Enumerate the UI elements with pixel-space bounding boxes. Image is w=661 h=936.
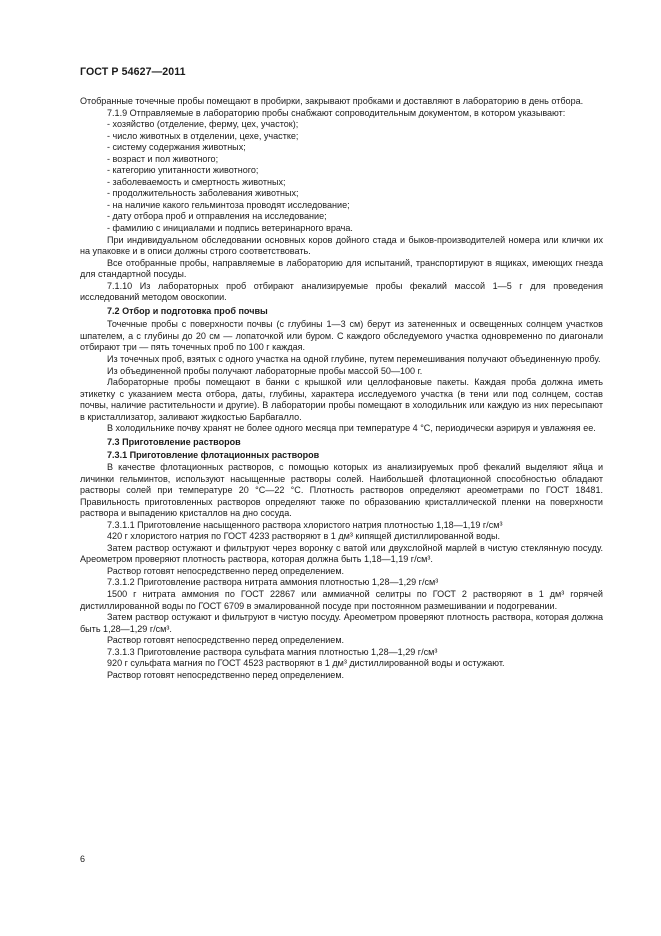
list-item: - дату отбора проб и отправления на исследование; <box>107 211 327 222</box>
paragraph: Точечные пробы с поверхности почвы (с глубины 1—3 см) берут из затененных и освещенных солнцем участков шпателем, а с глубины до 20 см — лопаточкой или буром. С каждого обследуемого участка одновременно по диагонали отбирают три — пять точечных проб по 100 г каждая. <box>80 319 603 353</box>
section-heading-7-3: 7.3 Приготовление растворов <box>107 436 241 447</box>
document-body <box>80 96 603 681</box>
paragraph: 420 г хлористого натрия по ГОСТ 4233 растворяют в 1 дм³ кипящей дистиллированной воды. <box>107 531 500 542</box>
paragraph: Раствор готовят непосредственно перед определением. <box>107 635 345 646</box>
paragraph: Затем раствор остужают и фильтруют в чистую посуду. Ареометром проверяют плотность раствора, которая должна быть 1,28—1,29 г/см³. <box>80 612 603 634</box>
paragraph: При индивидуальном обследовании основных коров дойного стада и быков-производителей номера или клички их на упаковке и в описи должны строго соответствовать. <box>80 234 603 257</box>
paragraph: Из объединенной пробы получают лабораторные пробы массой 50—100 г. <box>107 365 423 376</box>
list-item: - число животных в отделении, цехе, участке; <box>107 130 299 141</box>
paragraph: Лабораторные пробы помещают в банки с крышкой или целлофановые пакеты. Каждая проба должна иметь этикетку с указанием места отбора, даты, глубины, характера исследуемого участка (в тени или под солнцем, состав почвы, наличие растительности и другие). В лаборатории пробы помещают в холодильник или каждую из них пересыпают в кристаллизатор, заливают жидкостью Барбагалло. <box>80 377 603 422</box>
list-item: - категорию упитанности животного; <box>107 165 259 176</box>
paragraph: Раствор готовят непосредственно перед определением. <box>107 669 345 680</box>
paragraph: Из точечных проб, взятых с одного участка на одной глубине, путем перемешивания получают объединенную пробу. <box>107 354 601 365</box>
paragraph: 920 г сульфата магния по ГОСТ 4523 растворяют в 1 дм³ дистиллированной воды и остужают. <box>107 658 505 669</box>
paragraph: В холодильнике почву хранят не более одного месяца при температуре 4 °С, периодически аэрируя и увлажняя ее. <box>107 423 596 434</box>
paragraph: Отобранные точечные пробы помещают в пробирки, закрывают пробками и доставляют в лабораторию в день отбора. <box>80 96 584 106</box>
list-item: - заболеваемость и смертность животных; <box>107 176 286 187</box>
list-item: - возраст и пол животного; <box>107 153 219 164</box>
paragraph: Раствор готовят непосредственно перед определением. <box>107 565 345 576</box>
clause-7-1-9: 7.1.9 Отправляемые в лабораторию пробы снабжают сопроводительным документом, в котором указывают: <box>107 107 566 118</box>
clause-7-3-1-3: 7.3.1.3 Приготовление раствора сульфата магния плотностью 1,28—1,29 г/см³ <box>107 646 438 657</box>
list-item: - на наличие какого гельминтоза проводят исследование; <box>107 199 350 210</box>
list-item: - хозяйство (отделение, ферму, цех, участок); <box>107 119 299 130</box>
standard-header: ГОСТ Р 54627—2011 <box>80 66 186 78</box>
clause-7-1-10: 7.1.10 Из лабораторных проб отбирают анализируемые пробы фекалий массой 1—5 г для проведения исследований методом овоскопии. <box>80 280 603 303</box>
list-item: - систему содержания животных; <box>107 142 246 153</box>
paragraph: 1500 г нитрата аммония по ГОСТ 22867 или аммиачной селитры по ГОСТ 2 растворяют в 1 дм³ горячей дистиллированной воды по ГОСТ 6709 в эмалированной посуде при постоянном размешивании и подогревании. <box>80 588 603 611</box>
list-item: - фамилию с инициалами и подпись ветеринарного врача. <box>107 223 353 234</box>
paragraph: Все отобранные пробы, направляемые в лабораторию для испытаний, транспортируют в ящиках, имеющих гнезда для стандартной посуды. <box>80 257 603 280</box>
section-heading-7-3-1: 7.3.1 Приготовление флотационных растворов <box>107 450 320 461</box>
page-number: 6 <box>80 854 86 864</box>
section-heading-7-2: 7.2 Отбор и подготовка проб почвы <box>107 305 268 316</box>
list-item: - продолжительность заболевания животных; <box>107 188 299 199</box>
clause-7-3-1-2: 7.3.1.2 Приготовление раствора нитрата аммония плотностью 1,28—1,29 г/см³ <box>107 577 439 588</box>
clause-7-3-1-1: 7.3.1.1 Приготовление насыщенного раствора хлористого натрия плотностью 1,18—1,19 г/см³ <box>107 519 503 530</box>
paragraph: Затем раствор остужают и фильтруют через воронку с ватой или двухслойной марлей в чистую стеклянную посуду. Ареометром проверяют плотность раствора, которая должна быть 1,18—1,19 г/см³. <box>80 542 603 565</box>
paragraph: В качестве флотационных растворов, с помощью которых из анализируемых проб фекалий выделяют яйца и личинки гельминтов, используют насыщенные растворы солей. Наибольшей флотационной способностью обладают растворы солей при температуре 20 °С—22 °С. Плотность растворов определяют ареометрами по ГОСТ 18481. Правильность приготовленных растворов определяют также по образованию кристаллической пленки на поверхности раствора и выпадению кристаллов на дно сосуда. <box>80 461 603 519</box>
